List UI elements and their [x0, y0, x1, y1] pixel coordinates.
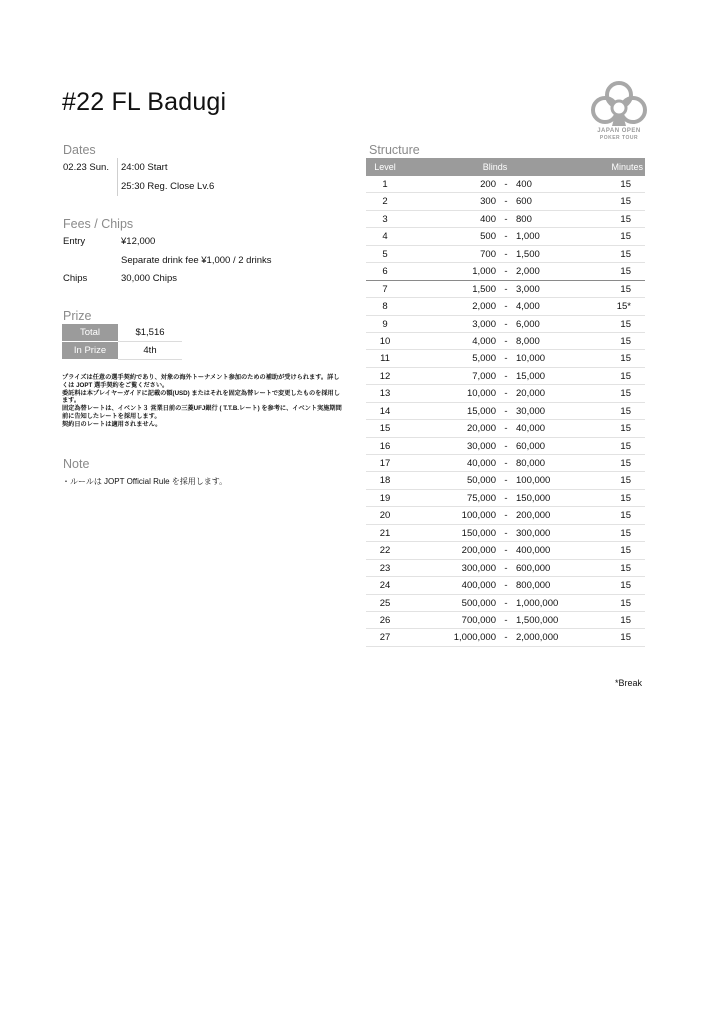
big-blind-cell: 8,000	[516, 335, 540, 347]
level-cell: 13	[379, 388, 391, 400]
small-blind-cell: 100,000	[461, 510, 496, 522]
minutes-cell: 15	[620, 179, 631, 190]
structure-row	[366, 385, 645, 402]
structure-row	[366, 193, 645, 210]
small-blind-cell: 75,000	[466, 492, 496, 504]
logo-text-poker-tour: POKER TOUR	[599, 135, 639, 141]
small-blind-cell: 3,000	[472, 318, 496, 330]
structure-row	[366, 246, 645, 263]
minutes-cell: 15	[620, 597, 631, 609]
level-cell: 4	[382, 231, 388, 243]
small-blind-cell: 30,000	[466, 440, 496, 452]
minutes-cell: 15	[620, 318, 631, 330]
prize-inprize-label: In Prize	[62, 342, 118, 360]
big-blind-cell: 60,000	[516, 440, 546, 452]
blind-separator: -	[504, 283, 508, 295]
level-cell: 24	[379, 580, 391, 592]
big-blind-cell: 1,000	[516, 231, 540, 243]
page-title: #22 FL Badugi	[62, 88, 227, 116]
small-blind-cell: 150,000	[461, 527, 496, 539]
prize-heading: Prize	[63, 309, 92, 323]
minutes-cell: 15	[620, 475, 631, 487]
minutes-cell: 15	[620, 562, 631, 574]
minutes-cell: 15	[620, 196, 631, 208]
structure-row	[366, 525, 645, 542]
blind-separator: -	[504, 318, 508, 330]
header-level: Level	[374, 162, 396, 172]
blind-separator: -	[504, 335, 508, 347]
blind-separator: -	[504, 475, 508, 487]
structure-row	[366, 542, 645, 559]
blind-separator: -	[504, 614, 508, 626]
entry-value: ¥12,000	[121, 236, 156, 247]
chips-label: Chips	[63, 273, 88, 284]
small-blind-cell: 400	[480, 213, 496, 225]
prize-total-label: Total	[62, 324, 118, 342]
structure-row	[366, 472, 645, 489]
blind-separator: -	[504, 370, 508, 382]
start-time: 24:00 Start	[121, 162, 168, 173]
structure-row	[366, 455, 645, 472]
blind-separator: -	[504, 179, 508, 190]
small-blind-cell: 4,000	[472, 335, 496, 347]
structure-table	[366, 158, 645, 647]
structure-heading: Structure	[369, 143, 420, 157]
blind-separator: -	[504, 545, 508, 557]
small-blind-cell: 5,000	[472, 353, 496, 365]
small-blind-cell: 700	[480, 248, 496, 260]
level-cell: 8	[382, 301, 388, 313]
level-cell: 17	[379, 458, 391, 469]
level-cell: 1	[382, 179, 388, 190]
big-blind-cell: 800,000	[516, 580, 551, 592]
reg-close-time: 25:30 Reg. Close Lv.6	[121, 181, 215, 192]
big-blind-cell: 1,500	[516, 248, 540, 260]
blind-separator: -	[504, 597, 508, 609]
level-cell: 16	[379, 440, 391, 452]
prize-total-row	[62, 324, 182, 342]
disclaimer-line: プライズは任意の選手契約であり、対象の海外トーナメント参加のための補助が受けられます。詳しくは JOPT 選手契約をご覧ください。	[62, 374, 340, 389]
structure-row	[366, 298, 645, 315]
level-cell: 6	[382, 266, 388, 278]
level-cell: 11	[380, 353, 390, 365]
blind-separator: -	[504, 248, 508, 260]
entry-label: Entry	[63, 236, 86, 247]
blind-separator: -	[504, 231, 508, 243]
level-cell: 5	[382, 248, 388, 260]
big-blind-cell: 200,000	[516, 510, 551, 522]
structure-row	[366, 560, 645, 577]
level-cell: 7	[382, 283, 388, 295]
note-heading: Note	[63, 457, 90, 471]
small-blind-cell: 500,000	[461, 597, 496, 609]
big-blind-cell: 800	[516, 213, 532, 225]
small-blind-cell: 500	[480, 231, 496, 243]
small-blind-cell: 400,000	[461, 580, 496, 592]
big-blind-cell: 400	[516, 179, 532, 190]
blind-separator: -	[504, 527, 508, 539]
break-note: *Break	[614, 678, 642, 688]
small-blind-cell: 40,000	[466, 458, 496, 469]
minutes-cell: 15	[620, 492, 631, 504]
structure-row	[366, 368, 645, 385]
structure-row	[366, 350, 645, 367]
level-cell: 2	[382, 196, 388, 208]
prize-inprize-row	[62, 342, 182, 360]
small-blind-cell: 300	[480, 196, 496, 208]
structure-row	[366, 228, 645, 245]
blind-separator: -	[504, 405, 508, 417]
blind-separator: -	[504, 353, 508, 365]
structure-row	[366, 577, 645, 594]
big-blind-cell: 10,000	[516, 353, 546, 365]
header-blinds: Blinds	[482, 162, 508, 172]
minutes-cell: 15	[620, 283, 631, 295]
level-cell: 19	[379, 492, 391, 504]
note-text: ・ルールは JOPT Official Rule を採用します。	[62, 477, 228, 486]
prize-total-value: $1,516	[118, 324, 182, 342]
small-blind-cell: 200,000	[461, 545, 496, 557]
level-cell: 22	[379, 545, 391, 557]
big-blind-cell: 20,000	[516, 388, 546, 400]
level-cell: 27	[379, 632, 391, 644]
level-cell: 20	[379, 510, 391, 522]
structure-row	[366, 490, 645, 507]
big-blind-cell: 80,000	[516, 458, 546, 469]
small-blind-cell: 20,000	[466, 423, 496, 435]
big-blind-cell: 2,000,000	[516, 632, 559, 644]
small-blind-cell: 700,000	[461, 614, 496, 626]
big-blind-cell: 400,000	[516, 545, 551, 557]
big-blind-cell: 3,000	[516, 283, 540, 295]
big-blind-cell: 600,000	[516, 562, 551, 574]
structure-row	[366, 403, 645, 420]
minutes-cell: 15	[620, 213, 631, 225]
prize-disclaimer	[62, 374, 342, 429]
level-cell: 25	[379, 597, 391, 609]
big-blind-cell: 2,000	[516, 266, 540, 278]
level-cell: 12	[379, 370, 391, 382]
small-blind-cell: 1,000	[472, 266, 496, 278]
minutes-cell: 15	[620, 388, 631, 400]
minutes-cell: 15	[620, 405, 631, 417]
date-label: 02.23 Sun.	[63, 162, 109, 173]
prize-table	[62, 324, 182, 360]
level-cell: 3	[382, 213, 388, 225]
level-cell: 14	[379, 405, 391, 417]
minutes-cell: 15	[620, 370, 631, 382]
structure-row	[366, 438, 645, 455]
small-blind-cell: 50,000	[466, 475, 496, 487]
blind-separator: -	[504, 196, 508, 208]
big-blind-cell: 40,000	[516, 423, 546, 435]
minutes-cell: 15	[620, 545, 631, 557]
minutes-cell: 15	[620, 632, 631, 644]
minutes-cell: 15	[620, 527, 631, 539]
prize-inprize-value: 4th	[118, 342, 182, 360]
structure-header-row	[366, 158, 645, 176]
big-blind-cell: 4,000	[516, 301, 540, 313]
blind-separator: -	[504, 301, 508, 313]
small-blind-cell: 15,000	[466, 405, 496, 417]
chips-value: 30,000 Chips	[121, 273, 177, 284]
blind-separator: -	[504, 266, 508, 278]
minutes-cell: 15	[620, 458, 631, 469]
structure-row	[366, 333, 645, 350]
small-blind-cell: 7,000	[472, 370, 496, 382]
big-blind-cell: 100,000	[516, 475, 551, 487]
drink-fee: Separate drink fee ¥1,000 / 2 drinks	[121, 255, 272, 266]
small-blind-cell: 200	[480, 179, 496, 190]
minutes-cell: 15	[620, 614, 631, 626]
level-cell: 15	[379, 423, 391, 435]
structure-row	[366, 281, 645, 298]
big-blind-cell: 150,000	[516, 492, 551, 504]
minutes-cell: 15	[620, 335, 631, 347]
big-blind-cell: 300,000	[516, 527, 551, 539]
blind-separator: -	[504, 580, 508, 592]
structure-row	[366, 176, 645, 193]
blind-separator: -	[504, 632, 508, 644]
small-blind-cell: 1,000,000	[453, 632, 496, 644]
level-cell: 9	[382, 318, 388, 330]
minutes-cell: 15	[620, 266, 631, 278]
big-blind-cell: 6,000	[516, 318, 540, 330]
blind-separator: -	[504, 213, 508, 225]
fees-heading: Fees / Chips	[63, 217, 134, 231]
minutes-cell: 15*	[616, 301, 631, 313]
level-cell: 26	[379, 614, 391, 626]
structure-row	[366, 211, 645, 228]
big-blind-cell: 1,500,000	[516, 614, 559, 626]
level-cell: 10	[379, 335, 391, 347]
structure-row	[366, 629, 645, 646]
minutes-cell: 15	[620, 580, 631, 592]
dates-divider	[117, 158, 118, 196]
logo-text-japan-open: JAPAN OPEN	[597, 128, 641, 134]
disclaimer-line: 委託料は本プレイヤーガイドに記載の額(USD) またはそれを固定為替レートで変更したものを採用します。	[62, 389, 340, 405]
blind-separator: -	[504, 510, 508, 522]
blind-separator: -	[504, 423, 508, 435]
small-blind-cell: 1,500	[472, 283, 496, 295]
small-blind-cell: 300,000	[461, 562, 496, 574]
big-blind-cell: 30,000	[516, 405, 546, 417]
minutes-cell: 15	[620, 510, 631, 522]
level-cell: 21	[379, 527, 391, 539]
structure-row	[366, 612, 645, 629]
minutes-cell: 15	[620, 353, 631, 365]
disclaimer-line: 契約日のレートは適用されません。	[62, 420, 162, 428]
disclaimer-line: 固定為替レートは、イベント３ 営業日前の三菱UFJ銀行 ( T.T.B.レート) を参考に、イベント実施期間前に告知したレートを採用します。	[62, 405, 342, 420]
blind-separator: -	[504, 458, 508, 469]
big-blind-cell: 1,000,000	[516, 597, 559, 609]
small-blind-cell: 10,000	[466, 388, 496, 400]
big-blind-cell: 600	[516, 196, 532, 208]
level-cell: 23	[379, 562, 391, 574]
minutes-cell: 15	[620, 440, 631, 452]
structure-row	[366, 507, 645, 524]
blind-separator: -	[504, 440, 508, 452]
header-minutes: Minutes	[611, 162, 643, 172]
dates-heading: Dates	[63, 143, 96, 157]
structure-row	[366, 263, 645, 280]
small-blind-cell: 2,000	[472, 301, 496, 313]
big-blind-cell: 15,000	[516, 370, 546, 382]
level-cell: 18	[379, 475, 391, 487]
blind-separator: -	[504, 562, 508, 574]
minutes-cell: 15	[620, 248, 631, 260]
structure-row	[366, 595, 645, 612]
structure-row	[366, 420, 645, 437]
minutes-cell: 15	[620, 423, 631, 435]
blind-separator: -	[504, 388, 508, 400]
structure-row	[366, 316, 645, 333]
minutes-cell: 15	[620, 231, 631, 243]
blind-separator: -	[504, 492, 508, 504]
